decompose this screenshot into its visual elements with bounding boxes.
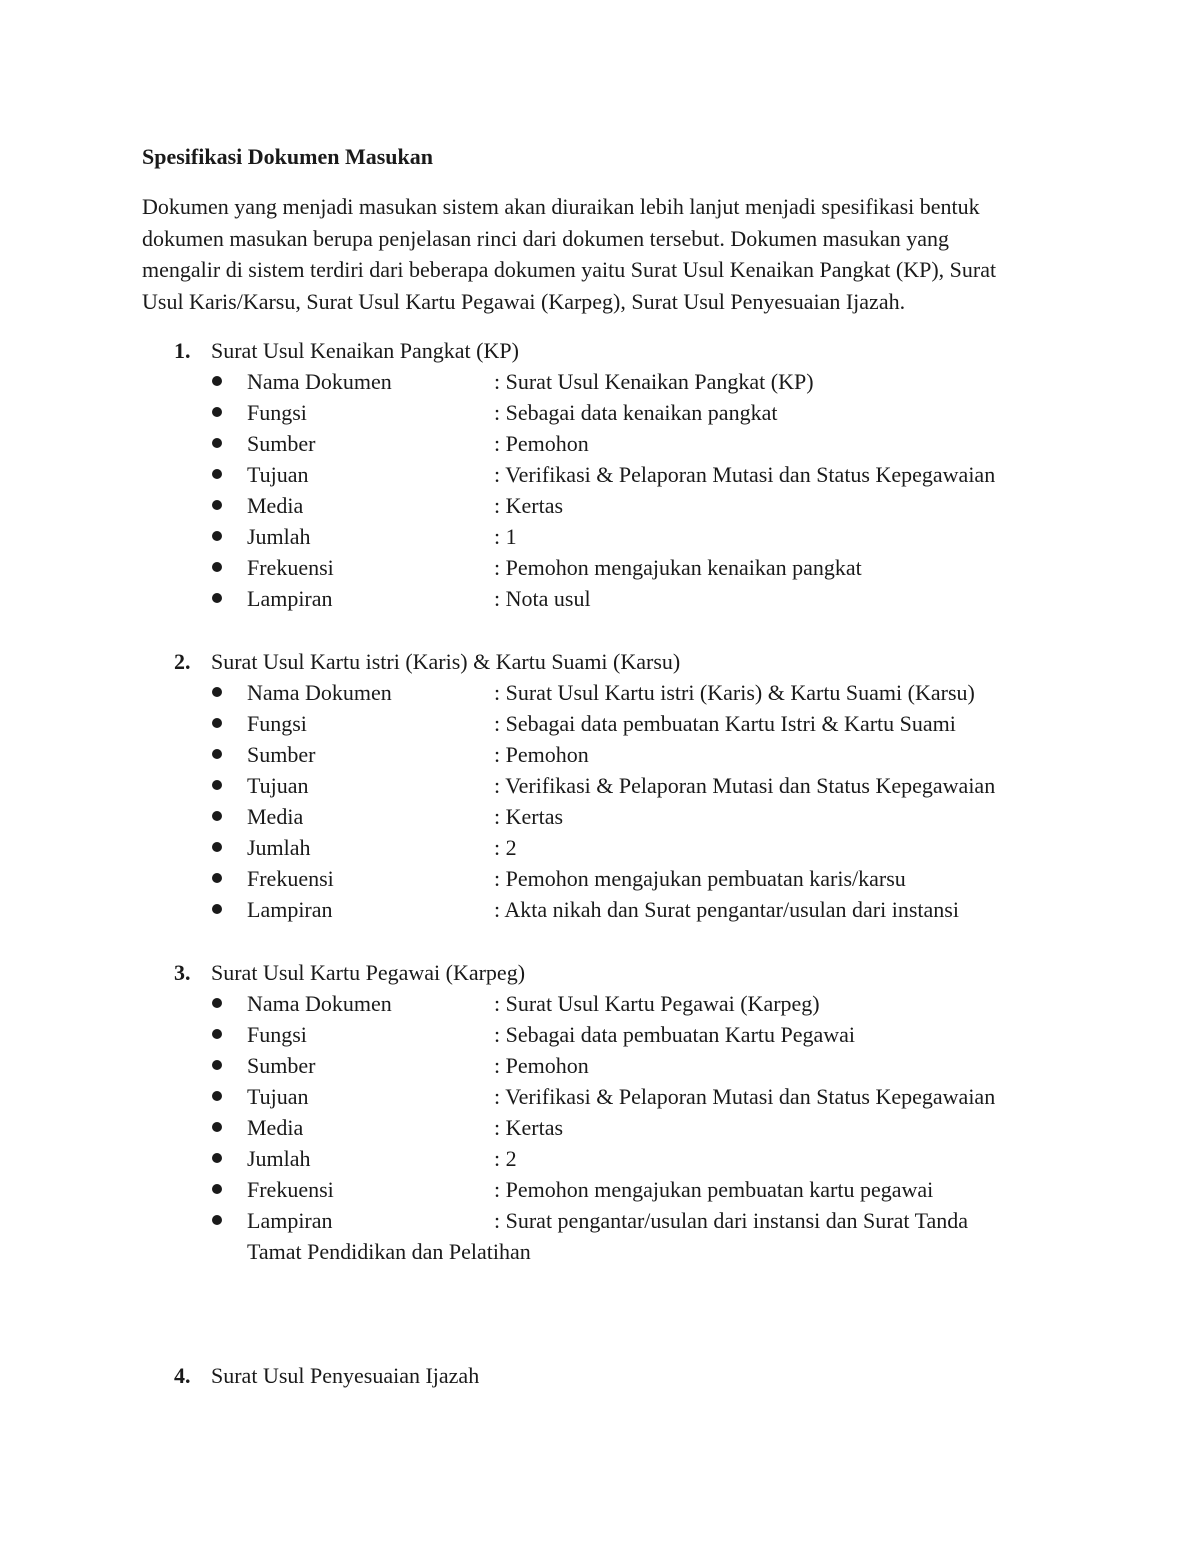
spec-value: : Akta nikah dan Surat pengantar/usulan dari instansi	[494, 897, 959, 922]
bullet-icon	[212, 562, 222, 572]
spec-label: Frekuensi	[247, 555, 334, 580]
section-title: Surat Usul Kartu istri (Karis) & Kartu Suami (Karsu)	[211, 649, 681, 674]
spec-label: Media	[247, 493, 304, 518]
bullet-icon	[212, 500, 222, 510]
bullet-icon	[212, 469, 222, 479]
intro-line: mengalir di sistem terdiri dari beberapa dokumen yaitu Surat Usul Kenaikan Pangkat (KP), Surat	[142, 257, 997, 282]
bullet-icon	[212, 438, 222, 448]
spec-value: : Kertas	[494, 804, 564, 829]
spec-value-continuation: Tamat Pendidikan dan Pelatihan	[247, 1239, 531, 1264]
spec-value: : Kertas	[494, 1115, 564, 1140]
spec-label: Lampiran	[247, 897, 333, 922]
spec-label: Sumber	[247, 431, 316, 456]
spec-value: : Sebagai data pembuatan Kartu Pegawai	[494, 1022, 856, 1047]
spec-value: : Pemohon	[494, 1053, 589, 1078]
spec-value: : Pemohon	[494, 742, 589, 767]
spec-label: Sumber	[247, 1053, 316, 1078]
section-title: Surat Usul Kenaikan Pangkat (KP)	[211, 338, 519, 363]
section-title: Surat Usul Kartu Pegawai (Karpeg)	[211, 960, 526, 985]
spec-label: Frekuensi	[247, 1177, 334, 1202]
bullet-icon	[212, 1153, 222, 1163]
spec-label: Nama Dokumen	[247, 369, 392, 394]
spec-value: : Surat pengantar/usulan dari instansi dan Surat Tanda	[494, 1208, 968, 1233]
spec-label: Lampiran	[247, 1208, 333, 1233]
spec-label: Fungsi	[247, 400, 307, 425]
spec-value: : Pemohon mengajukan kenaikan pangkat	[494, 555, 862, 580]
bullet-icon	[212, 376, 222, 386]
spec-value: : Surat Usul Kartu Pegawai (Karpeg)	[494, 991, 820, 1016]
section-number: 4.	[174, 1363, 191, 1388]
spec-label: Frekuensi	[247, 866, 334, 891]
bullet-icon	[212, 1122, 222, 1132]
bullet-icon	[212, 531, 222, 541]
intro-line: Dokumen yang menjadi masukan sistem akan diuraikan lebih lanjut menjadi spesifikasi bentuk	[142, 194, 980, 219]
spec-value: : Nota usul	[494, 586, 591, 611]
spec-label: Sumber	[247, 742, 316, 767]
bullet-icon	[212, 687, 222, 697]
bullet-icon	[212, 842, 222, 852]
spec-label: Jumlah	[247, 524, 311, 549]
spec-label: Media	[247, 1115, 304, 1140]
spec-label: Lampiran	[247, 586, 333, 611]
section-title: Surat Usul Penyesuaian Ijazah	[211, 1363, 480, 1388]
spec-value: : 2	[494, 1146, 517, 1171]
spec-value: : Kertas	[494, 493, 564, 518]
spec-label: Nama Dokumen	[247, 680, 392, 705]
section-number: 2.	[174, 649, 191, 674]
bullet-icon	[212, 1184, 222, 1194]
spec-label: Nama Dokumen	[247, 991, 392, 1016]
spec-label: Jumlah	[247, 1146, 311, 1171]
document-title: Spesifikasi Dokumen Masukan	[142, 144, 433, 169]
bullet-icon	[212, 1029, 222, 1039]
bullet-icon	[212, 998, 222, 1008]
bullet-icon	[212, 873, 222, 883]
spec-label: Jumlah	[247, 835, 311, 860]
spec-value: : Verifikasi & Pelaporan Mutasi dan Status Kepegawaian	[494, 1084, 996, 1109]
bullet-icon	[212, 407, 222, 417]
spec-value: : Sebagai data pembuatan Kartu Istri & Kartu Suami	[494, 711, 956, 736]
bullet-icon	[212, 749, 222, 759]
spec-value: : 2	[494, 835, 517, 860]
spec-value: : 1	[494, 524, 517, 549]
spec-label: Fungsi	[247, 711, 307, 736]
bullet-icon	[212, 811, 222, 821]
bullet-icon	[212, 904, 222, 914]
bullet-icon	[212, 1091, 222, 1101]
spec-value: : Verifikasi & Pelaporan Mutasi dan Status Kepegawaian	[494, 773, 996, 798]
spec-label: Tujuan	[247, 773, 309, 798]
bullet-icon	[212, 1060, 222, 1070]
bullet-icon	[212, 780, 222, 790]
spec-label: Fungsi	[247, 1022, 307, 1047]
spec-label: Tujuan	[247, 1084, 309, 1109]
bullet-icon	[212, 1215, 222, 1225]
spec-value: : Pemohon mengajukan pembuatan karis/karsu	[494, 866, 906, 891]
intro-line: dokumen masukan berupa penjelasan rinci dari dokumen tersebut. Dokumen masukan yang	[142, 225, 950, 251]
section-number: 3.	[174, 960, 191, 985]
bullet-icon	[212, 593, 222, 603]
intro-paragraph	[142, 191, 1072, 317]
section-number: 1.	[174, 338, 191, 363]
spec-label: Tujuan	[247, 462, 309, 487]
bullet-icon	[212, 718, 222, 728]
spec-value: : Verifikasi & Pelaporan Mutasi dan Status Kepegawaian	[494, 462, 996, 487]
spec-value: : Surat Usul Kenaikan Pangkat (KP)	[494, 369, 814, 394]
intro-line: Usul Karis/Karsu, Surat Usul Kartu Pegawai (Karpeg), Surat Usul Penyesuaian Ijazah.	[142, 288, 906, 314]
spec-value: : Sebagai data kenaikan pangkat	[494, 400, 778, 425]
spec-value: : Surat Usul Kartu istri (Karis) & Kartu Suami (Karsu)	[494, 680, 975, 705]
spec-value: : Pemohon	[494, 431, 589, 456]
spec-label: Media	[247, 804, 304, 829]
spec-value: : Pemohon mengajukan pembuatan kartu pegawai	[494, 1177, 934, 1202]
